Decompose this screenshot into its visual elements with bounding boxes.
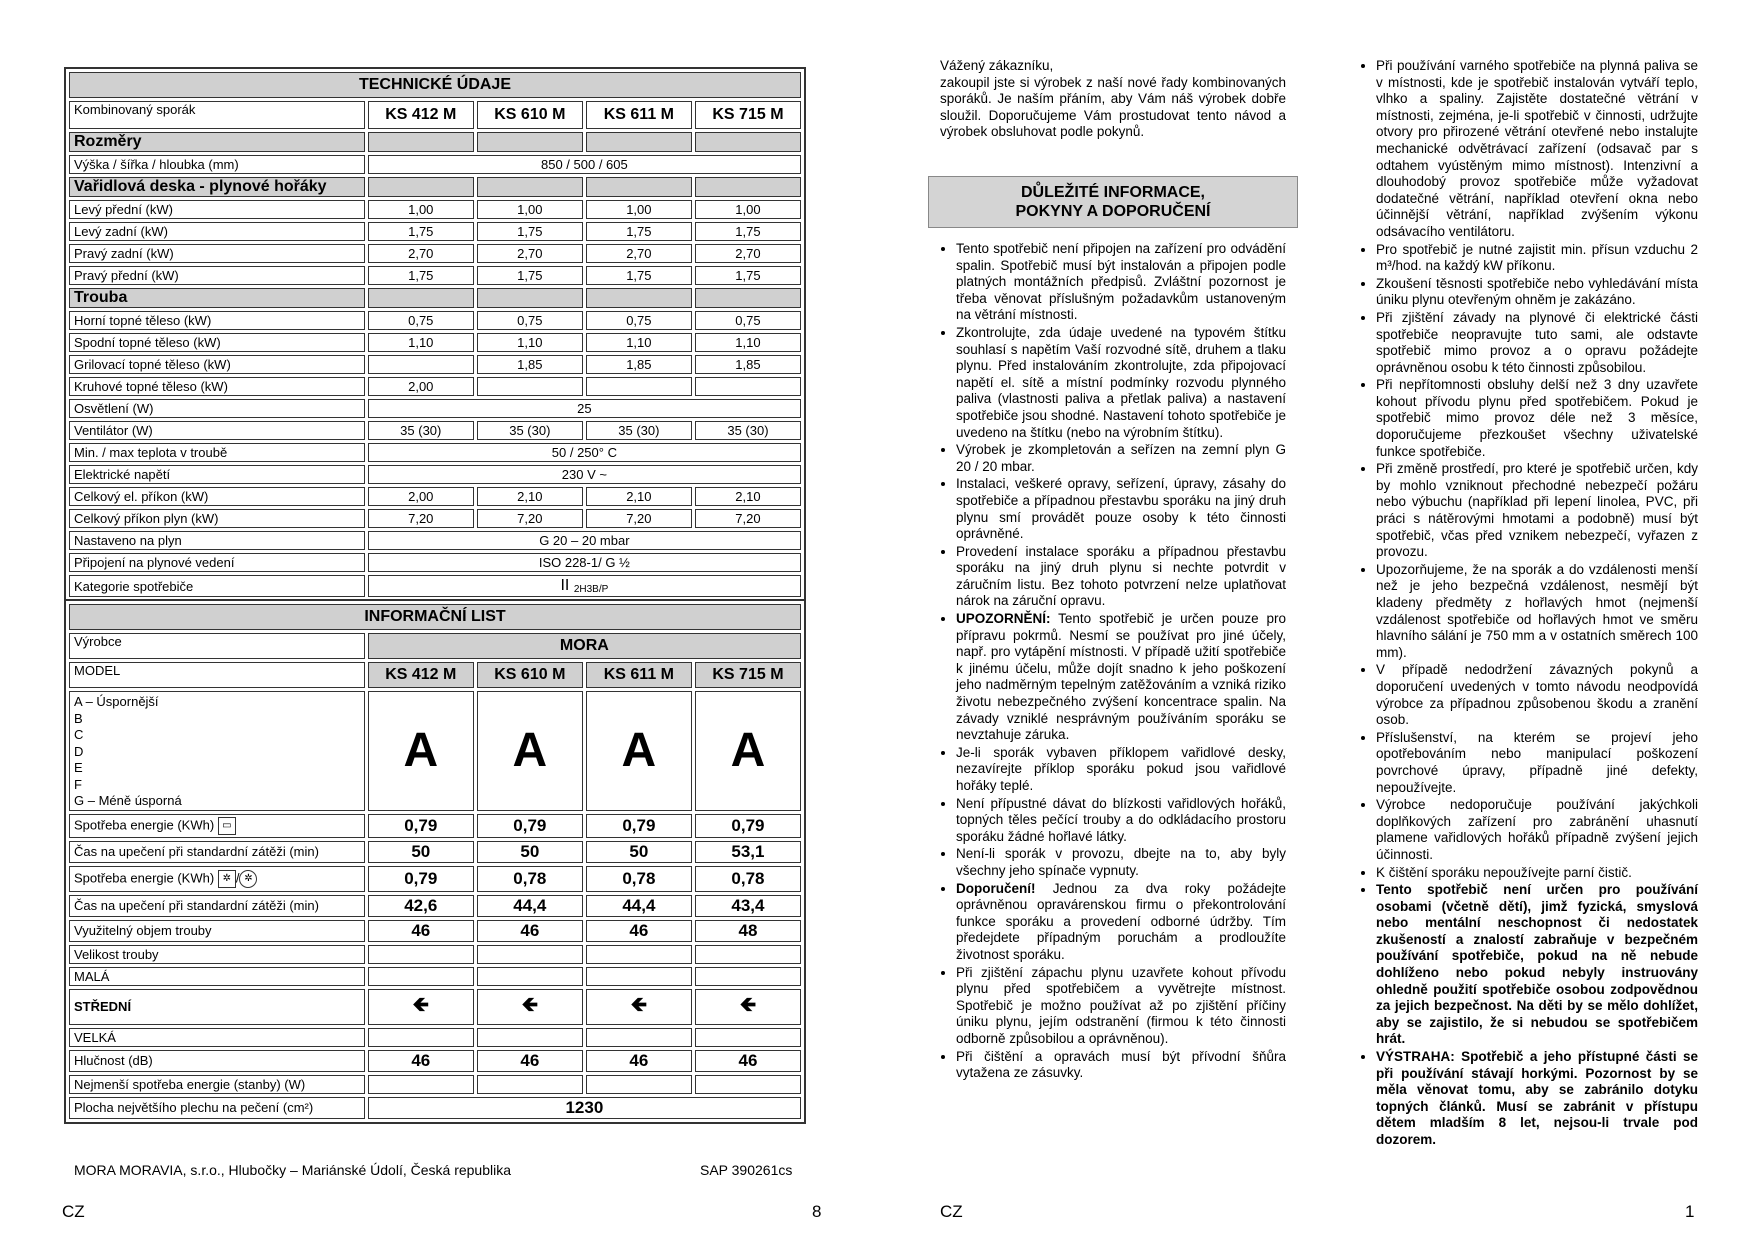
cell: 2,00 xyxy=(368,377,474,396)
section-oven: Trouba xyxy=(69,288,365,308)
tech-title: TECHNICKÉ ÚDAJE xyxy=(69,72,801,98)
cell: 1,75 xyxy=(695,266,801,285)
energy-class: A xyxy=(368,691,474,811)
cell: 2,10 xyxy=(695,487,801,506)
row-label: Horní topné těleso (kW) xyxy=(69,311,365,330)
scale-item: G – Méně úsporná xyxy=(74,793,182,808)
cell: 1,00 xyxy=(368,200,474,219)
table-row xyxy=(69,487,801,506)
infobox-line: DŮLEŽITÉ INFORMACE, xyxy=(1021,184,1205,201)
row-label: Osvětlení (W) xyxy=(69,399,365,418)
energy-class: A xyxy=(695,691,801,811)
tech-data-table xyxy=(64,67,806,602)
cell: 46 xyxy=(586,920,692,942)
list-item: • Upozorňujeme, že na sporák a do vzdálenosti menší než je jeho bezpečná vzdálenost, nesmějí být kladeny předměty z hořlavých hmot (nejmenší vzdálenost spotřebiče od hořlavých hmot ve směru hlavního sálání je 750 mm a v ostatních směrech 100 mm). xyxy=(1376,562,1698,662)
page-number-right: 1 xyxy=(1685,1202,1695,1221)
info-model: KS 610 M xyxy=(477,662,583,688)
cell: 2,70 xyxy=(477,244,583,263)
list-item: • Výrobek je zkompletován a seřízen na zemní plyn G 20 / 20 mbar. xyxy=(956,442,1286,475)
tray-value: 1230 xyxy=(368,1097,801,1119)
row-label: Min. / max teplota v troubě xyxy=(69,443,365,462)
info-sheet-table xyxy=(64,599,806,1124)
table-row xyxy=(69,222,801,241)
recommendation-prefix: Doporučení! xyxy=(956,880,1036,896)
table-row xyxy=(69,377,801,396)
cell: 230 V ~ xyxy=(368,465,801,484)
column-instructions-2 xyxy=(1360,58,1698,1150)
list-item: • Je-li sporák vybaven příklopem vařidlové desky, nezavírejte příklop sporáku pokud jsou vařidlové hořáky teplé. xyxy=(956,745,1286,795)
cell: 1,85 xyxy=(695,355,801,374)
list-item: • Při zjištění závady na plynové či elektrické části spotřebiče neopravujte tuto sami, ale odstavte spotřebič mimo provoz a o opravu požádejte oprávněnou osobu k této činnosti způsobilou. xyxy=(1376,310,1698,376)
info-title: INFORMAČNÍ LIST xyxy=(69,604,801,630)
cell: 35 (30) xyxy=(695,421,801,440)
cell: 0,75 xyxy=(477,311,583,330)
arrow-left-icon: 🡸 xyxy=(368,989,474,1025)
cell: 1,10 xyxy=(695,333,801,352)
row-label: Ventilátor (W) xyxy=(69,421,365,440)
list-item: • Při čištění a opravách musí být přívodní šňůra vytažena ze zásuvky. xyxy=(956,1049,1286,1082)
table-row xyxy=(69,443,801,462)
cell: 2,70 xyxy=(586,244,692,263)
table-row xyxy=(69,333,801,352)
maker-label: Výrobce xyxy=(69,633,365,659)
cell: 0,79 xyxy=(586,814,692,838)
row-label: Nastaveno na plyn xyxy=(69,531,365,550)
list-item: • Zkontrolujte, zda údaje uvedené na typovém štítku souhlasí s napětím Vaší rozvodné sítě, druhem a tlaku plynu. Před instalováním zkontrolujte, zda připojovací napětí el. sítě a místní podmínky rozvodu plynného paliva (vlastnosti paliva a přetlak paliva) a nastavení spotřebiče jsou shodné. Nastavení tohoto spotřebiče je uvedeno na štítku (nebo na výrobním štítku). xyxy=(956,325,1286,441)
maker-value: MORA xyxy=(368,633,801,659)
list-item: • V případě nedodržení závazných pokynů a doporučení uvedených v tomto návodu neodpovídá výrobce za případnou způsobenou škodu a zranění osob. xyxy=(1376,662,1698,728)
list-item: • Při zjištění zápachu plynu uzavřete kohout přívodu plynu před spotřebičem a vyvětrejte místnost. Spotřebič je možno používat až po zjištění příčiny úniku plynu, jejím odstranění (firmou k této činnosti odborně způsobilou a oprávněnou). xyxy=(956,965,1286,1048)
cell: 0,75 xyxy=(368,311,474,330)
cell: 25 xyxy=(368,399,801,418)
cell: 2,10 xyxy=(477,487,583,506)
cell: 44,4 xyxy=(477,895,583,917)
cell: 0,78 xyxy=(477,866,583,892)
list-item: • Provedení instalace sporáku a případnou přestavbu sporáku na jiný druh plynu si nechte potvrdit v záručním listu. Bez tohoto potvrzení nelze uplatňovat nárok na záruční opravu. xyxy=(956,544,1286,610)
cell: 1,75 xyxy=(586,222,692,241)
table-row xyxy=(69,355,801,374)
cons1-label: Spotřeba energie (KWh) xyxy=(74,816,215,832)
cell: 2,70 xyxy=(368,244,474,263)
list-item: • Při změně prostředí, pro které je spotřebič určen, kdy by mohlo vzniknout přechodné nebezpečí požáru nebo výbuchu (například při lepení linolea, PVC, při práci s nátěrovými hmotami a podobně) musí být spotřebič, včas před vznikem nebezpečí, vyřazen z provozu. xyxy=(1376,461,1698,561)
table-row xyxy=(69,244,801,263)
row-label: Kategorie spotřebiče xyxy=(69,575,365,597)
row-label: Velikost trouby xyxy=(69,945,365,964)
cell: 50 / 250° C xyxy=(368,443,801,462)
list-item xyxy=(956,611,1286,744)
section-hob: Vařidlová deska - plynové hořáky xyxy=(69,177,365,197)
cell: 1,75 xyxy=(368,266,474,285)
list-item: • Tento spotřebič není připojen na zařízení pro odvádění spalin. Spotřebič musí být instalován a připojen podle platných montážních předpisů. Zvláštní pozornost je třeba věnovat příslušným požadavkům ustanoveným na větrání místnosti. xyxy=(956,241,1286,324)
list-item: • K čištění sporáku nepoužívejte parní čistič. xyxy=(1376,865,1698,882)
cell: 7,20 xyxy=(368,509,474,528)
category-value: II xyxy=(560,577,570,594)
row-label: Plocha největšího plechu na pečení (cm²) xyxy=(69,1097,365,1119)
row-label: Elektrické napětí xyxy=(69,465,365,484)
cell: 0,75 xyxy=(695,311,801,330)
greeting: Vážený zákazníku, xyxy=(940,58,1054,73)
cell: 53,1 xyxy=(695,841,801,863)
column-instructions-1 xyxy=(940,241,1286,1083)
cell: 35 (30) xyxy=(477,421,583,440)
arrow-left-icon: 🡸 xyxy=(586,989,692,1025)
tech-model: KS 610 M xyxy=(477,101,583,129)
cell: 0,78 xyxy=(695,866,801,892)
cell: 2,00 xyxy=(368,487,474,506)
cell: G 20 – 20 mbar xyxy=(368,531,801,550)
cons2-label: Spotřeba energie (KWh) xyxy=(74,869,215,885)
category-sub: 2H3B/P xyxy=(573,584,609,595)
info-model: KS 611 M xyxy=(586,662,692,688)
conventional-heating-icon: ▭ xyxy=(218,817,236,835)
cell: 1,00 xyxy=(477,200,583,219)
cell: 46 xyxy=(586,1050,692,1072)
cell: 0,78 xyxy=(586,866,692,892)
tech-model: KS 412 M xyxy=(368,101,474,129)
list-item xyxy=(956,881,1286,964)
list-item: • Pro spotřebič je nutné zajistit min. přísun vzduchu 2 m³/hod. na každý kW příkonu. xyxy=(1376,242,1698,275)
cell: 42,6 xyxy=(368,895,474,917)
arrow-left-icon: 🡸 xyxy=(477,989,583,1025)
cell: 0,79 xyxy=(695,814,801,838)
cell: 7,20 xyxy=(586,509,692,528)
energy-class: A xyxy=(477,691,583,811)
energy-class: A xyxy=(586,691,692,811)
cell: 1,00 xyxy=(586,200,692,219)
cell xyxy=(586,377,692,396)
cell: 1,75 xyxy=(368,222,474,241)
row-label: Čas na upečení při standardní zátěži (min) xyxy=(69,841,365,863)
arrow-left-icon: 🡸 xyxy=(695,989,801,1025)
cell: 43,4 xyxy=(695,895,801,917)
cell: 48 xyxy=(695,920,801,942)
row-label: Celkový příkon plyn (kW) xyxy=(69,509,365,528)
list-item: • Při používání varného spotřebiče na plynná paliva se v místnosti, kde je spotřebič instalován vytváří teplo, vlhko a spaliny. Zajistěte dostatečné větrání v místnosti, zejména, je-li spotřebič v činnosti, udržujte otvory pro přirozené větrání otevřené nebo instalujte mechanické odvětrávací zařízení (odsavač par s odtahem vyústěným mimo místnost). Intenzivní a dlouhodobý provoz spotřebiče může vyžadovat dodatečné větrání, například otevření okna nebo účinnější větrání, například zvýšením výkonu odsávacího ventilátoru. xyxy=(1376,58,1698,241)
row-label: Připojení na plynové vedení xyxy=(69,553,365,572)
cell: 1,00 xyxy=(695,200,801,219)
cell xyxy=(368,355,474,374)
cell: 7,20 xyxy=(477,509,583,528)
list-item: • Zkoušení těsnosti spotřebiče nebo vyhledávání místa úniku plynu otevřeným ohněm je zakázáno. xyxy=(1376,276,1698,309)
section-dims: Rozměry xyxy=(69,132,365,152)
info-model: KS 715 M xyxy=(695,662,801,688)
list-item: • Není-li sporák v provozu, dbejte na to, aby byly všechny jeho spínače vypnuty. xyxy=(956,846,1286,879)
cell: 46 xyxy=(477,1050,583,1072)
row-label: MALÁ xyxy=(69,967,365,986)
cell: 1,85 xyxy=(477,355,583,374)
row-label: Hlučnost (dB) xyxy=(69,1050,365,1072)
table-row xyxy=(69,553,801,572)
row-label: Kruhové topné těleso (kW) xyxy=(69,377,365,396)
cell: 50 xyxy=(368,841,474,863)
cell: 46 xyxy=(477,920,583,942)
cell: 1,75 xyxy=(695,222,801,241)
table-row xyxy=(69,531,801,550)
cell: 2,10 xyxy=(586,487,692,506)
table-row xyxy=(69,465,801,484)
cell: 35 (30) xyxy=(586,421,692,440)
scale-item: C xyxy=(74,727,84,742)
hot-air-icon: ✲ xyxy=(239,870,257,888)
cell: 50 xyxy=(477,841,583,863)
intro-text: zakoupil jste si výrobek z naší nové řady kombinovaných sporáků. Je naším přáním, aby Vám náš výrobek dobře sloužil. Doporučujeme Vám prostudovat tento návod a výrobek obsluhovat podle pokynů. xyxy=(940,74,1286,140)
cell: 1,75 xyxy=(477,266,583,285)
company-footer: MORA MORAVIA, s.r.o., Hlubočky – Mariánské Údolí, Česká republika xyxy=(74,1162,512,1178)
cell xyxy=(695,377,801,396)
cell: 0,79 xyxy=(477,814,583,838)
table-row xyxy=(69,399,801,418)
info-model: KS 412 M xyxy=(368,662,474,688)
list-item: • Při nepřítomnosti obsluhy delší než 3 dny uzavřete kohout přívodu plynu před spotřebičem. Pokud je spotřebič mimo provoz déle než 3 měsíce, doporučujeme přezkoušet všechny uživatelské funkce spotřebiče. xyxy=(1376,377,1698,460)
scale-item: F xyxy=(74,776,82,792)
energy-scale xyxy=(69,691,365,811)
tech-model: KS 715 M xyxy=(695,101,801,129)
table-row xyxy=(69,575,801,597)
table-row xyxy=(69,421,801,440)
model-label: MODEL xyxy=(69,662,365,688)
cell: 7,20 xyxy=(695,509,801,528)
cons1-label-cell xyxy=(69,814,365,838)
row-label: Levý přední (kW) xyxy=(69,200,365,219)
row-label: STŘEDNÍ xyxy=(69,989,365,1025)
list-item: • Instalaci, veškeré opravy, seřízení, úpravy, zásahy do spotřebiče a případnou přestavbu sporáku na jiný druh plynu smí provádět pouze osoby k této činnosti oprávněné. xyxy=(956,476,1286,542)
list-item: • Výrobce nedoporučuje používání jakýchkoli doplňkových zařízení pro zabránění uhasnutí plamene vařidlových hořáků případně zvýšení jejich účinnosti. xyxy=(1376,797,1698,863)
warning-prefix: UPOZORNĚNÍ: xyxy=(956,611,1051,627)
row-label: Nejmenší spotřeba energie (stanby) (W) xyxy=(69,1075,365,1094)
list-item: • Tento spotřebič není určen pro používání osobami (včetně dětí), jimž fyzická, smyslová nebo mentální neschopnost či nedostatek zkušeností a znalostí zabraňuje v bezpečném používání spotřebiče, pokud na ně nebude dohlíženo nebo pokud nebyly instruovány ohledně použití spotřebiče osobou zodpovědnou za jejich bezpečnost. Na děti by se mělo dohlížet, aby se zajistilo, že si nebudou se spotřebičem hrát. xyxy=(1376,882,1698,1048)
cell: 1,75 xyxy=(477,222,583,241)
row-label: Spodní topné těleso (kW) xyxy=(69,333,365,352)
cell xyxy=(477,377,583,396)
fan-icon: ✲ xyxy=(218,870,236,888)
lang-left: CZ xyxy=(62,1202,85,1221)
cell: ISO 228-1/ G ½ xyxy=(368,553,801,572)
table-row xyxy=(69,311,801,330)
scale-item: D xyxy=(74,743,84,759)
table-row xyxy=(69,509,801,528)
cell: 1,85 xyxy=(586,355,692,374)
row-label: Využitelný objem trouby xyxy=(69,920,365,942)
page-number-left: 8 xyxy=(812,1202,822,1221)
cell: 44,4 xyxy=(586,895,692,917)
cell: 1,10 xyxy=(368,333,474,352)
cell: 1,75 xyxy=(586,266,692,285)
table-row xyxy=(69,266,801,285)
cell: 0,79 xyxy=(368,814,474,838)
scale-item: A – Úspornější xyxy=(74,694,159,709)
list-item: • Není přípustné dávat do blízkosti vařidlových hořáků, topných těles pečící trouby a do odkládacího prostoru sporáku žádné hořlavé látky. xyxy=(956,796,1286,846)
cell: 46 xyxy=(368,1050,474,1072)
cell: 46 xyxy=(695,1050,801,1072)
cell: 46 xyxy=(368,920,474,942)
cell: 1,10 xyxy=(586,333,692,352)
list-item: • VÝSTRAHA: Spotřebič a jeho přístupné části se při používání stávají horkými. Pozornost by se měla věnovat tomu, aby se zabránilo dotyku topných článků. Musí se zabránit v přístupu dětem mladším 8 let, nejsou-li trvale pod dozorem. xyxy=(1376,1049,1698,1149)
infobox-line: POKYNY A DOPORUČENÍ xyxy=(1015,203,1211,220)
row-label: Pravý zadní (kW) xyxy=(69,244,365,263)
row-label: Levý zadní (kW) xyxy=(69,222,365,241)
row-label: Grilovací topné těleso (kW) xyxy=(69,355,365,374)
row-label: Celkový el. příkon (kW) xyxy=(69,487,365,506)
table-row xyxy=(69,200,801,219)
scale-item: B xyxy=(74,710,83,726)
list-text: Jednou za dva roky požádejte oprávněnou opravárenskou firmu o překontrolování funkce sporáku a provedení odborné údržby. Tím předejdete případným poruchám a prodloužíte životnost sporáku. xyxy=(956,880,1286,962)
cell: 1,10 xyxy=(477,333,583,352)
cell: 50 xyxy=(586,841,692,863)
list-item: • Příslušenství, na kterém se projeví jeho opotřebováním nebo manipulací poškození povrchové úpravy, případně jiné defekty, nepoužívejte. xyxy=(1376,730,1698,796)
cell: 35 (30) xyxy=(368,421,474,440)
lang-right: CZ xyxy=(940,1202,963,1221)
cons2-label-cell: Spotřeba energie (KWh) ✲ / ✲ xyxy=(69,866,365,892)
list-text: Tento spotřebič je určen pouze pro přípravu pokrmů. Nesmí se používat pro jiné účely, např. pro vytápění místnosti. V případě užití spotřebiče k jinému účelu, může dojít snadno k jeho poškození jeho nadměrným tepelným zatěžováním a vzniká riziko životu nebezpečného zvýšení koncentrace spalin. Na závady vzniklé nesprávným používáním sporáku se nevztahuje záruka. xyxy=(956,611,1286,743)
important-info-box xyxy=(928,176,1298,228)
sap-code: SAP 390261cs xyxy=(700,1162,793,1178)
cell: 0,75 xyxy=(586,311,692,330)
category-cell xyxy=(368,575,801,597)
scale-item: E xyxy=(74,760,83,775)
dims-label: Výška / šířka / hloubka (mm) xyxy=(69,155,365,174)
dims-value: 850 / 500 / 605 xyxy=(368,155,801,174)
row-label: VELKÁ xyxy=(69,1028,365,1047)
intro xyxy=(940,58,1286,141)
tech-row-label: Kombinovaný sporák xyxy=(69,101,365,129)
row-label: Čas na upečení při standardní zátěži (min) xyxy=(69,895,365,917)
cell: 2,70 xyxy=(695,244,801,263)
cell: 0,79 xyxy=(368,866,474,892)
tech-model: KS 611 M xyxy=(586,101,692,129)
row-label: Pravý přední (kW) xyxy=(69,266,365,285)
